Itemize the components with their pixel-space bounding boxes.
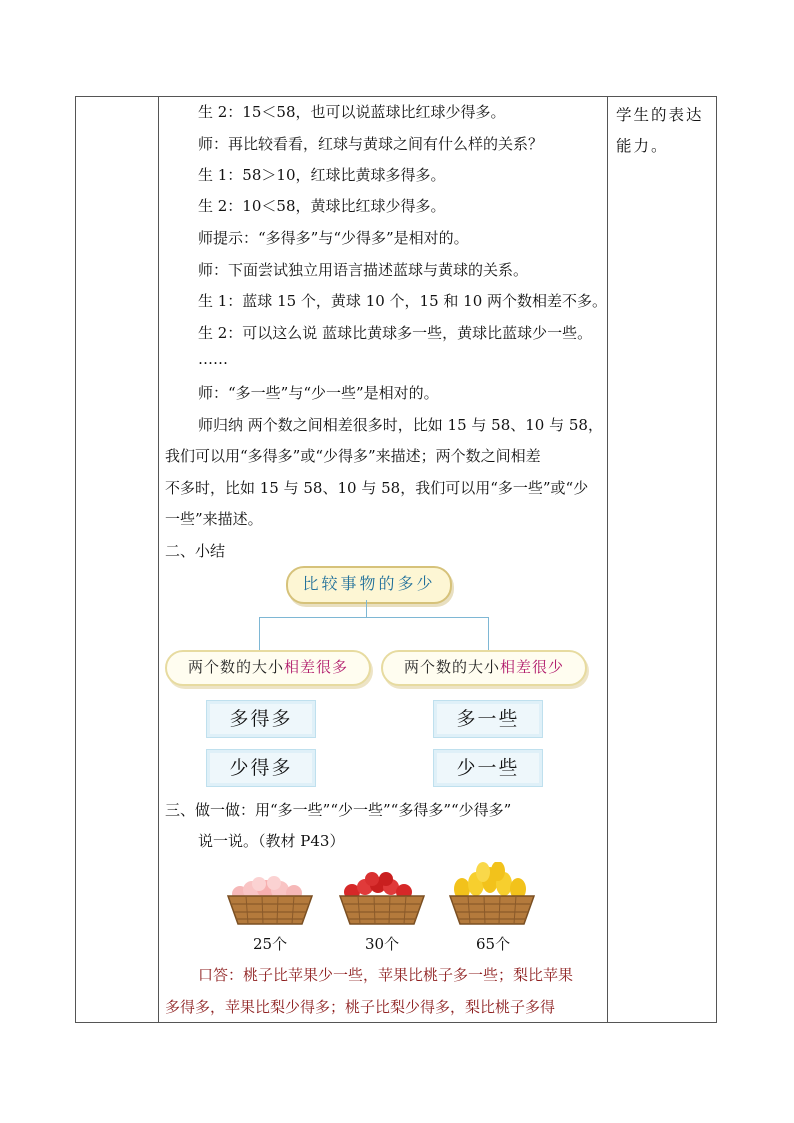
- lesson-line: 我们可以用“多得多”或“少得多”来描述；两个数之间相差: [165, 447, 541, 465]
- basket-count-label: 65个: [476, 935, 511, 953]
- branch-prefix: 两个数的大小: [187, 658, 284, 676]
- lesson-line: 师：下面尝试独立用语言描述蓝球与黄球的关系。: [198, 261, 529, 279]
- diagram-connector: [488, 617, 489, 650]
- column-divider-right: [607, 96, 608, 1023]
- lesson-line: 生 2：可以这么说 蓝球比黄球多一些，黄球比蓝球少一些。: [198, 324, 593, 342]
- diagram-connector: [366, 600, 367, 617]
- lesson-line: 不多时，比如 15 与 58、10 与 58，我们可以用“多一些”或“少: [165, 479, 589, 497]
- diagram-connector: [259, 617, 489, 618]
- lesson-line: 师：“多一些”与“少一些”是相对的。: [198, 384, 439, 402]
- branch-emphasis: 相差很少: [500, 658, 565, 676]
- side-note: 学生的表达: [616, 106, 704, 124]
- lesson-line: 生 2：10＜58，黄球比红球少得多。: [198, 197, 446, 215]
- lesson-line: 师提示：“多得多”与“少得多”是相对的。: [198, 229, 469, 247]
- section-instruction: 说一说。（教材 P43）: [198, 832, 345, 850]
- column-divider-left: [158, 96, 159, 1023]
- branch-prefix: 两个数的大小: [403, 658, 500, 676]
- diagram-root-box: 比较事物的多少: [286, 566, 452, 604]
- apple-basket-icon: [340, 872, 424, 924]
- section-heading: 二、小结: [165, 542, 226, 560]
- diagram-item: 少一些: [433, 749, 543, 787]
- branch-emphasis: 相差很多: [284, 658, 349, 676]
- diagram-connector: [259, 617, 260, 650]
- fruit-baskets-illustration: [222, 862, 542, 934]
- peach-basket-icon: [228, 876, 312, 924]
- diagram-item: 多一些: [433, 700, 543, 738]
- answer-line: 多得多，苹果比梨少得多；桃子比梨少得多，梨比桃子多得: [165, 998, 556, 1016]
- diagram-branch-left: [165, 650, 371, 686]
- lesson-line: 生 1：蓝球 15 个，黄球 10 个，15 和 10 两个数相差不多。: [198, 292, 608, 310]
- lesson-line: 师：再比较看看，红球与黄球之间有什么样的关系？: [198, 135, 544, 153]
- basket-count-label: 30个: [365, 935, 400, 953]
- lesson-line: 师归纳 两个数之间相差很多时，比如 15 与 58、10 与 58，: [198, 416, 603, 434]
- diagram-item: 少得多: [206, 749, 316, 787]
- basket-count-label: 25个: [253, 935, 288, 953]
- side-note: 能力。: [616, 137, 669, 155]
- lesson-line: 生 1：58＞10，红球比黄球多得多。: [198, 166, 446, 184]
- diagram-branch-right: [381, 650, 587, 686]
- lesson-line: ……: [198, 350, 228, 368]
- diagram-item: 多得多: [206, 700, 316, 738]
- pear-basket-icon: [450, 862, 534, 924]
- answer-line: 口答：桃子比苹果少一些，苹果比桃子多一些；梨比苹果: [198, 966, 574, 984]
- lesson-line: 生 2：15＜58，也可以说蓝球比红球少得多。: [198, 103, 506, 121]
- lesson-line: 一些”来描述。: [165, 510, 263, 528]
- section-heading: 三、做一做：用“多一些”“少一些”“多得多”“少得多”: [165, 801, 512, 819]
